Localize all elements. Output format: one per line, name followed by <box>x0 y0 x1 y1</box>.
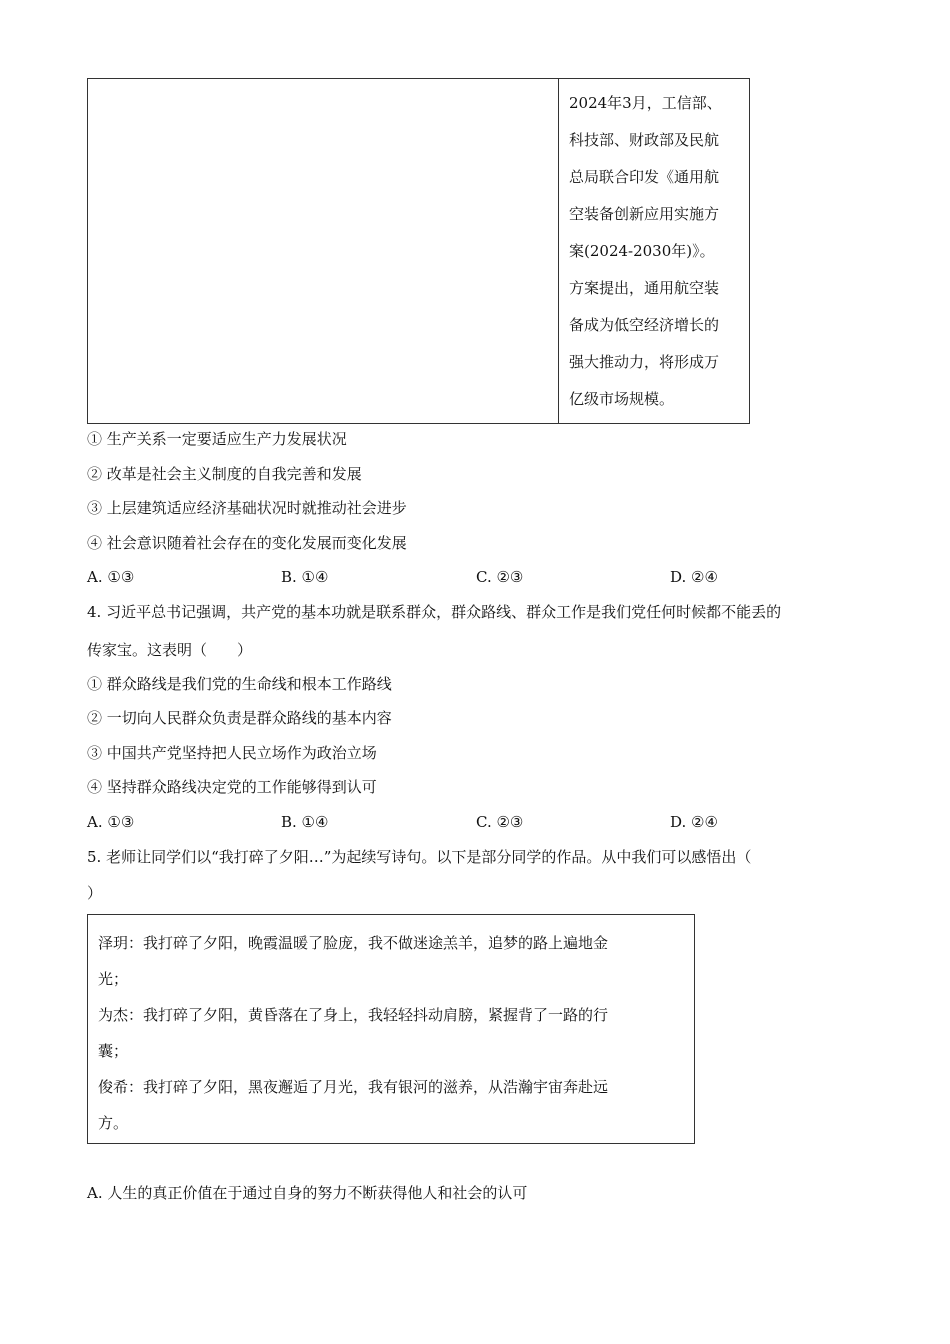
table-text-line: 亿级市场规模。 <box>569 390 675 408</box>
q4-option-2: ② 一切向人民群众负责是群众路线的基本内容 <box>87 709 392 727</box>
q4-option-4: ④ 坚持群众路线决定党的工作能够得到认可 <box>87 778 377 796</box>
q3-option-4: ④ 社会意识随着社会存在的变化发展而变化发展 <box>87 534 407 552</box>
poem-line: 囊； <box>98 1042 129 1060</box>
q4-choices <box>87 812 867 832</box>
q3-choices <box>87 567 867 587</box>
q3-choice-d[interactable]: D. ②④ <box>670 568 718 586</box>
poem-line: 方。 <box>98 1114 129 1132</box>
q3-choice-c[interactable]: C. ②③ <box>476 568 524 586</box>
material-table <box>87 78 750 424</box>
q4-choice-d[interactable]: D. ②④ <box>670 813 718 831</box>
table-text-line: 科技部、财政部及民航 <box>569 131 720 149</box>
table-text-line: 案(2024-2030年)》。 <box>569 242 715 260</box>
q4-stem-line-1: 4. 习近平总书记强调，共产党的基本功就是联系群众，群众路线、群众工作是我们党任何时候都不能丢的 <box>87 603 782 621</box>
q4-option-3: ③ 中国共产党坚持把人民立场作为政治立场 <box>87 744 377 762</box>
q3-option-1: ① 生产关系一定要适应生产力发展状况 <box>87 430 347 448</box>
table-text-line: 总局联合印发《通用航 <box>569 168 720 186</box>
poem-line: 俊希：我打碎了夕阳，黑夜邂逅了月光，我有银河的滋养，从浩瀚宇宙奔赴远 <box>98 1078 609 1096</box>
table-text-line: 备成为低空经济增长的 <box>569 316 720 334</box>
q3-choice-b[interactable]: B. ①④ <box>281 568 329 586</box>
poem-box <box>87 914 695 1144</box>
q4-choice-c[interactable]: C. ②③ <box>476 813 524 831</box>
q3-option-2: ② 改革是社会主义制度的自我完善和发展 <box>87 465 362 483</box>
q3-choice-a[interactable]: A. ①③ <box>87 568 135 586</box>
q4-choice-a[interactable]: A. ①③ <box>87 813 135 831</box>
q4-stem-line-2: 传家宝。这表明（ ） <box>87 641 253 659</box>
poem-line: 光； <box>98 970 129 988</box>
q4-option-1: ① 群众路线是我们党的生命线和根本工作路线 <box>87 675 392 693</box>
table-text-line: 方案提出，通用航空装 <box>569 279 720 297</box>
q3-option-3: ③ 上层建筑适应经济基础状况时就推动社会进步 <box>87 499 407 517</box>
table-text-cell <box>559 79 749 423</box>
table-text-line: 空装备创新应用实施方 <box>569 205 720 223</box>
q4-choice-b[interactable]: B. ①④ <box>281 813 329 831</box>
poem-line: 为杰：我打碎了夕阳，黄昏落在了身上，我轻轻抖动肩膀，紧握背了一路的行 <box>98 1006 609 1024</box>
q5-option-a[interactable]: A. 人生的真正价值在于通过自身的努力不断获得他人和社会的认可 <box>87 1184 528 1202</box>
poem-line: 泽玥：我打碎了夕阳，晚霞温暖了脸庞，我不做迷途羔羊，追梦的路上遍地金 <box>98 934 609 952</box>
table-image-cell <box>88 79 559 423</box>
q5-stem-line-1: 5. 老师让同学们以“我打碎了夕阳…”为起续写诗句。以下是部分同学的作品。从中我们可以感悟出（ <box>87 848 752 866</box>
q5-stem-line-2: ） <box>87 884 103 902</box>
table-text-line: 强大推动力，将形成万 <box>569 353 720 371</box>
table-text-line: 2024年3月，工信部、 <box>569 94 722 112</box>
